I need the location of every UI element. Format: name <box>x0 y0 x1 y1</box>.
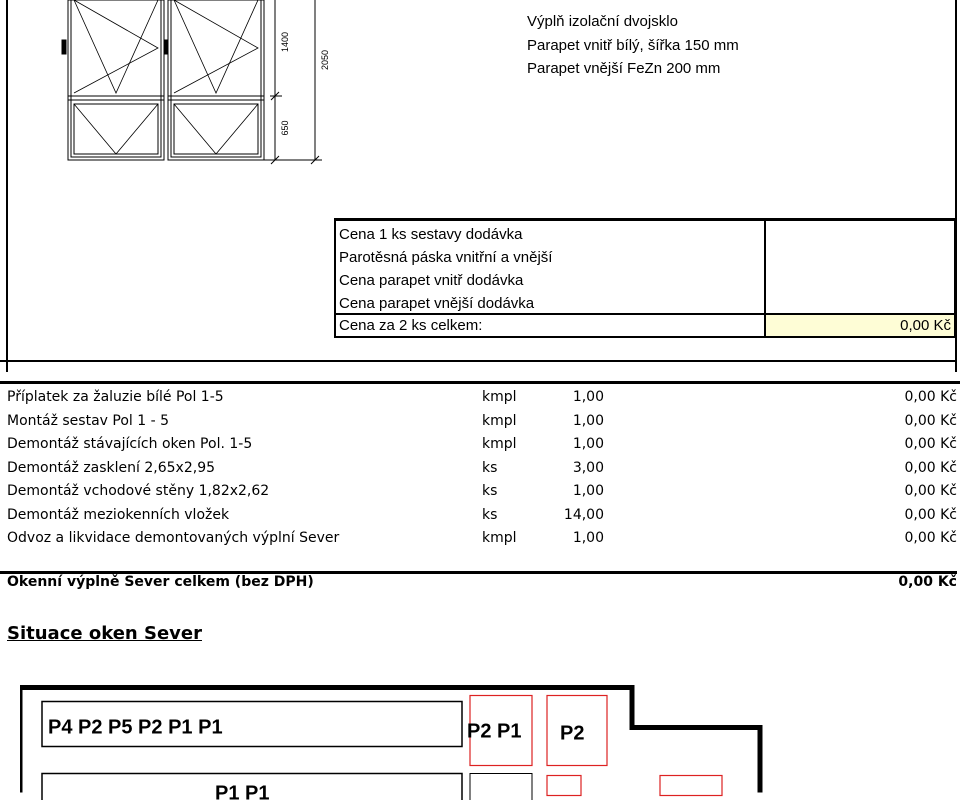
page-left-border <box>6 0 8 372</box>
item-price: 0,00 Kč <box>905 527 958 551</box>
window-drawing <box>60 0 390 170</box>
price-total-value: 0,00 Kč <box>900 317 951 334</box>
item-unit: kmpl <box>482 386 517 410</box>
item-name: Demontáž vchodové stěny 1,82x2,62 <box>7 480 269 504</box>
plan-label-box2: P2 <box>560 723 584 745</box>
summary-value: 0,00 Kč <box>898 574 957 590</box>
item-qty: 1,00 <box>527 433 604 457</box>
dim-2050: 2050 <box>320 50 330 70</box>
item-qty: 1,00 <box>527 386 604 410</box>
plan-label-box1: P2 P1 <box>467 721 521 743</box>
page-title: Situace oken Sever <box>7 623 202 644</box>
summary-row <box>7 574 957 590</box>
item-qty: 1,00 <box>527 480 604 504</box>
spec-sill-outer: Parapet vnější FeZn 200 mm <box>527 57 739 81</box>
item-name: Demontáž stávajících oken Pol. 1-5 <box>7 433 252 457</box>
item-qty: 1,00 <box>527 410 604 434</box>
price-box <box>334 218 956 338</box>
dim-1400: 1400 <box>280 32 290 52</box>
item-name: Příplatek za žaluzie bílé Pol 1-5 <box>7 386 224 410</box>
item-name: Odvoz a likvidace demontovaných výplní Sever <box>7 527 339 551</box>
items-table <box>7 386 957 551</box>
item-unit: kmpl <box>482 433 517 457</box>
price-label-outer-sill: Cena parapet vnější dodávka <box>339 292 552 315</box>
plan-label-group: P4 P2 P5 P2 P1 P1 <box>48 717 223 739</box>
item-qty: 1,00 <box>527 527 604 551</box>
table-row <box>7 480 957 504</box>
price-label-set: Cena 1 ks sestavy dodávka <box>339 223 552 246</box>
item-qty: 14,00 <box>527 504 604 528</box>
item-name: Montáž sestav Pol 1 - 5 <box>7 410 169 434</box>
item-price: 0,00 Kč <box>905 480 958 504</box>
item-unit: ks <box>482 457 497 481</box>
item-unit: ks <box>482 504 497 528</box>
table-row <box>7 386 957 410</box>
dim-650: 650 <box>280 120 290 135</box>
table-row <box>7 410 957 434</box>
spec-fill: Výplň izolační dvojsklo <box>527 10 739 34</box>
item-name: Demontáž zasklení 2,65x2,95 <box>7 457 215 481</box>
floor-plan <box>20 680 960 800</box>
summary-label: Okenní výplně Sever celkem (bez DPH) <box>7 574 314 590</box>
table-row <box>7 433 957 457</box>
item-price: 0,00 Kč <box>905 504 958 528</box>
item-unit: ks <box>482 480 497 504</box>
price-label-tape: Parotěsná páska vnitřní a vnější <box>339 246 552 269</box>
item-qty: 3,00 <box>527 457 604 481</box>
item-price: 0,00 Kč <box>905 386 958 410</box>
section-line-2 <box>0 381 960 384</box>
price-total-label: Cena za 2 ks celkem: <box>339 317 482 334</box>
section-line-1 <box>0 360 957 362</box>
table-row <box>7 504 957 528</box>
item-unit: kmpl <box>482 410 517 434</box>
table-row <box>7 527 957 551</box>
table-row <box>7 457 957 481</box>
price-label-inner-sill: Cena parapet vnitř dodávka <box>339 269 552 292</box>
item-name: Demontáž meziokenních vložek <box>7 504 229 528</box>
item-price: 0,00 Kč <box>905 410 958 434</box>
spec-list <box>527 10 739 81</box>
item-unit: kmpl <box>482 527 517 551</box>
plan-label-partial: P1 P1 <box>215 783 269 800</box>
price-labels <box>339 223 552 315</box>
item-price: 0,00 Kč <box>905 433 958 457</box>
spec-sill-inner: Parapet vnitř bílý, šířka 150 mm <box>527 34 739 58</box>
item-price: 0,00 Kč <box>905 457 958 481</box>
